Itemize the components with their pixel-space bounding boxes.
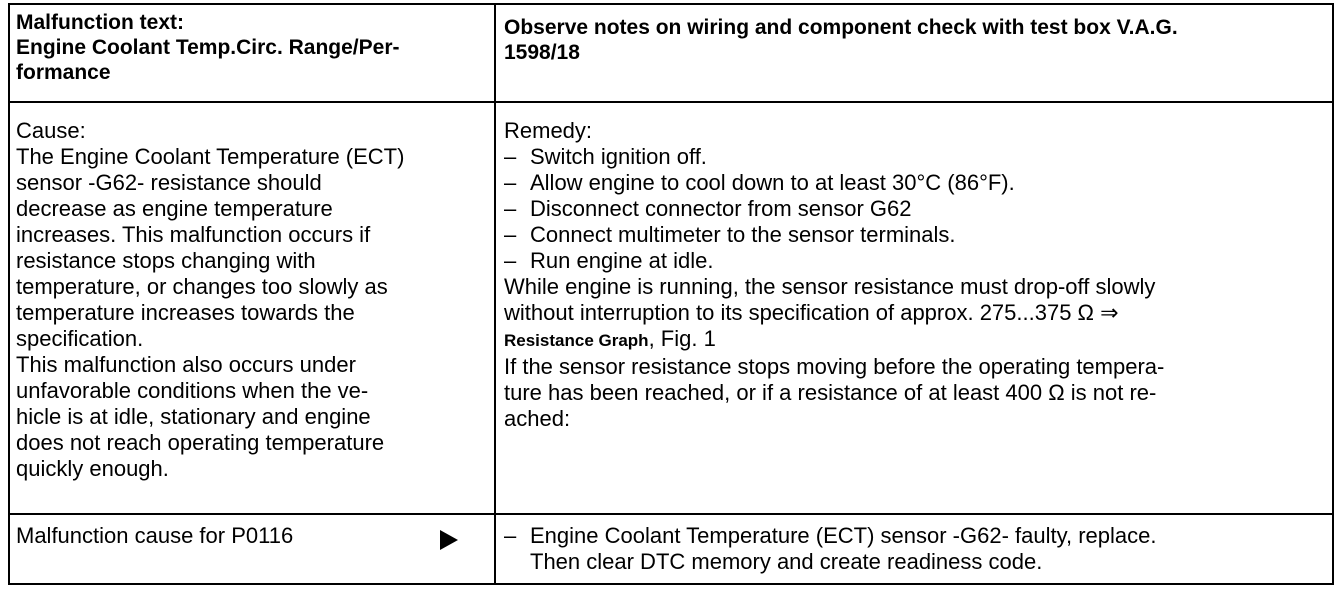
step-dash: – (504, 523, 517, 548)
remedy-step-text: Switch ignition off. (530, 144, 707, 169)
cause-line: specification. (16, 326, 144, 351)
remedy-step (504, 248, 1330, 274)
footer-step-text: Then clear DTC memory and create readiness code. (530, 549, 1043, 574)
remedy-cell (504, 118, 1330, 432)
remedy-step (504, 196, 1330, 222)
remedy-paragraph-line: ached: (504, 406, 571, 431)
footer-step (504, 523, 1330, 549)
row-divider-header (10, 101, 1332, 103)
observe-notes-cell (504, 15, 1330, 65)
malfunction-text-cell (16, 10, 492, 85)
remedy-paragraph-line: If the sensor resistance stops moving before the operating tempera- (504, 354, 1165, 379)
remedy-paragraph-line: ture has been reached, or if a resistance of at least 400 Ω is not re- (504, 380, 1157, 405)
cause-line: This malfunction also occurs under (16, 352, 356, 377)
malfunction-text-label: Malfunction text: (16, 11, 184, 34)
remedy-step-text: Run engine at idle. (530, 248, 714, 273)
cause-line: temperature increases towards the (16, 300, 355, 325)
remedy-step-text: Allow engine to cool down to at least 30°C (86°F). (530, 170, 1015, 195)
cause-line: The Engine Coolant Temperature (ECT) (16, 144, 405, 169)
step-dash: – (504, 170, 517, 195)
figure-ref: , Fig. 1 (648, 326, 716, 351)
malfunction-title-cont: formance (16, 61, 111, 84)
diagnostic-table (8, 3, 1334, 585)
resistance-graph-link[interactable]: Resistance Graph (504, 331, 649, 350)
malfunction-remedy-cell (504, 523, 1330, 575)
cause-line: increases. This malfunction occurs if (16, 222, 371, 247)
cause-line: unfavorable conditions when the ve- (16, 378, 369, 403)
remedy-step (504, 144, 1330, 170)
observe-notes-line: Observe notes on wiring and component check with test box V.A.G. (504, 16, 1178, 39)
remedy-paragraph-line: While engine is running, the sensor resistance must drop-off slowly (504, 274, 1156, 299)
step-dash: – (504, 196, 517, 221)
cause-label: Cause: (16, 118, 86, 143)
row-divider-footer (10, 513, 1332, 515)
cause-line: resistance stops changing with (16, 248, 316, 273)
remedy-step (504, 222, 1330, 248)
malfunction-cause-cell (16, 523, 492, 579)
remedy-step (504, 170, 1330, 196)
footer-step-cont (504, 549, 1330, 575)
cause-line: quickly enough. (16, 456, 169, 481)
play-arrow-icon (440, 530, 458, 550)
step-dash: – (504, 144, 517, 169)
malfunction-cause-label: Malfunction cause for P0116 (16, 523, 294, 548)
cause-line: does not reach operating temperature (16, 430, 385, 455)
observe-notes-line: 1598/18 (504, 41, 580, 64)
malfunction-title: Engine Coolant Temp.Circ. Range/Per- (16, 36, 400, 59)
cause-line: hicle is at idle, stationary and engine (16, 404, 371, 429)
cause-line: temperature, or changes too slowly as (16, 274, 388, 299)
cause-line: decrease as engine temperature (16, 196, 333, 221)
cause-line: sensor -G62- resistance should (16, 170, 322, 195)
step-dash: – (504, 222, 517, 247)
column-divider (494, 5, 496, 583)
remedy-step-text: Connect multimeter to the sensor terminals. (530, 222, 956, 247)
cause-cell (16, 118, 492, 482)
resistance-graph-ref (504, 326, 1330, 354)
step-dash: – (504, 248, 517, 273)
footer-step-text: Engine Coolant Temperature (ECT) sensor -G62- faulty, replace. (530, 523, 1157, 548)
remedy-paragraph-line: without interruption to its specification of approx. 275...375 Ω ⇒ (504, 300, 1119, 325)
remedy-label: Remedy: (504, 118, 593, 143)
remedy-step-text: Disconnect connector from sensor G62 (530, 196, 912, 221)
